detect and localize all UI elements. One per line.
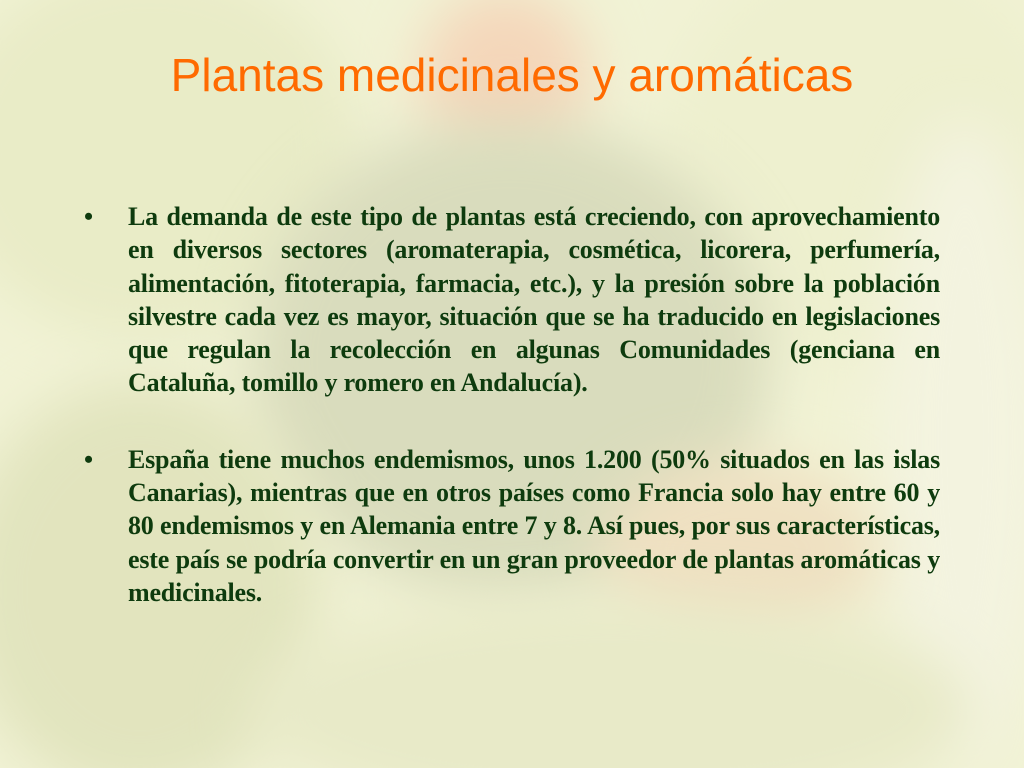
bullet-text: España tiene muchos endemismos, unos 1.200 (50% situados en las islas Canarias), mientras que en otros países como Francia solo hay entre 60 y 80 endemismos y en Alemania entre 7 y 8. Así pues, por sus características, este país se podría convertir en un gran proveedor de plantas aromáticas y medicinales. bbox=[128, 444, 940, 607]
bullet-list bbox=[82, 200, 940, 609]
bullet-item bbox=[82, 200, 940, 400]
bullet-item bbox=[82, 443, 940, 609]
bullet-text: La demanda de este tipo de plantas está creciendo, con aprovechamiento en diversos sectores (aromaterapia, cosmética, licorera, perfumería, alimentación, fitoterapia, farmacia, etc.), y la presión sobre la población silvestre cada vez es mayor, situación que se ha traducido en legislaciones que regulan la recolección en algunas Comunidades (genciana en Cataluña, tomillo y romero en Andalucía). bbox=[128, 202, 940, 398]
bullet-marker: • bbox=[84, 444, 93, 474]
bullet-marker: • bbox=[84, 202, 93, 231]
slide-title: Plantas medicinales y aromáticas bbox=[170, 49, 854, 101]
